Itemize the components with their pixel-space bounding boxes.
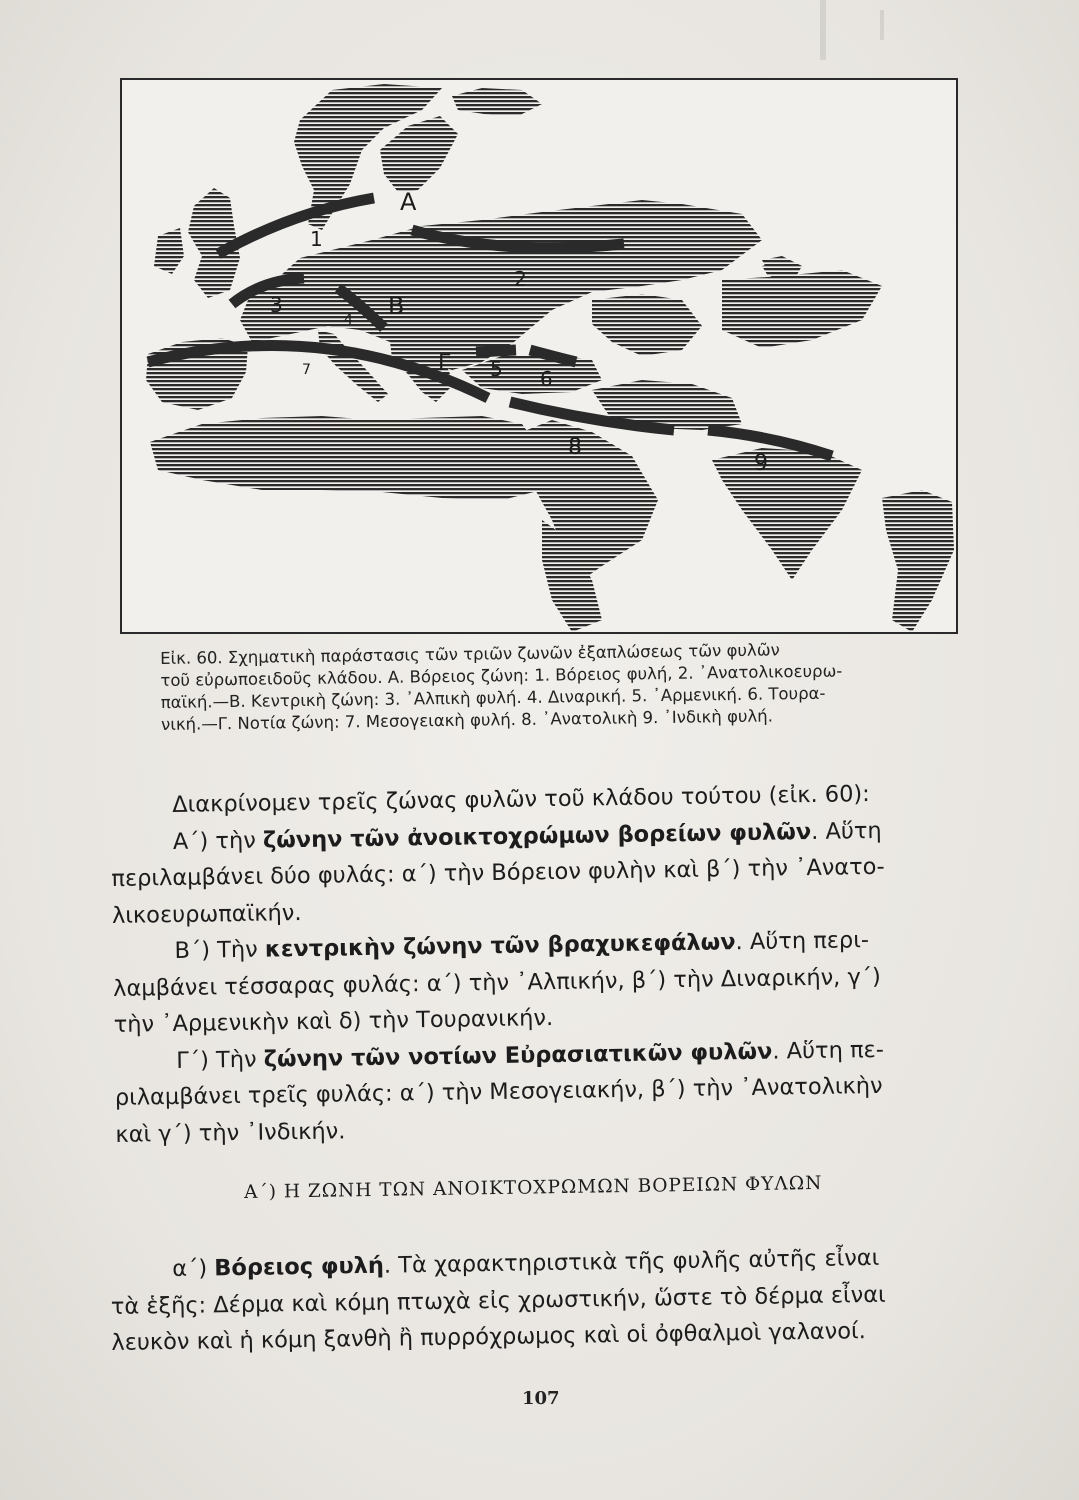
map-label-9: 9 bbox=[754, 451, 768, 476]
caption-line: Εἰκ. 60. Σχηματικὴ παράστασις τῶν τριῶν ζωνῶν ἐξαπλώσεως τῶν φυλῶν bbox=[160, 640, 780, 668]
zone-b-line2: λαμβάνει τέσσαρας φυλάς: α΄) τὴν ᾿Αλπικήν, β΄) τὴν Διναρικήν, γ΄) bbox=[112, 963, 882, 1002]
section-body bbox=[110, 1238, 982, 1361]
map-label-zone-a: Α bbox=[400, 188, 417, 216]
section-heading: Α΄) Η ΖΩΝΗ ΤΩΝ ΑΝΟΙΚΤΟΧΡΩΜΩΝ ΒΟΡΕΙΩΝ ΦΥΛΩΝ bbox=[244, 1172, 823, 1203]
zone-a-after: . Αὕτη bbox=[810, 817, 882, 845]
map-label-2: 2 bbox=[514, 267, 527, 291]
arctic-coast bbox=[452, 88, 542, 116]
zone-c-prefix: Γ΄) Τὴν bbox=[176, 1046, 264, 1074]
zone-a-line3: λικοευρωπαϊκήν. bbox=[111, 899, 302, 929]
zone-c-after: . Αὕτη πε- bbox=[772, 1036, 885, 1065]
zone-b-after: . Αὕτη περι- bbox=[735, 927, 870, 956]
finland bbox=[380, 116, 458, 192]
zone-b-prefix: Β΄) Τὴν bbox=[174, 936, 266, 965]
central-asia bbox=[722, 270, 882, 348]
map-label-3: 3 bbox=[270, 293, 283, 317]
zone-a-prefix: Α΄) τὴν bbox=[172, 827, 264, 855]
italy bbox=[318, 330, 388, 402]
section-line3: λευκὸν καὶ ἡ κόμη ξανθὴ ἢ πυρρόχρωμος καὶ οἱ ὀφθαλμοὶ γαλανοί. bbox=[111, 1318, 866, 1356]
scan-smudge bbox=[880, 10, 884, 40]
caption-line: νική.—Γ. Νοτία ζώνη: 7. Μεσογειακὴ φυλή. 8. ᾿Ανατολικὴ 9. ᾿Ινδικὴ φυλή. bbox=[160, 706, 774, 734]
ireland bbox=[154, 228, 184, 274]
map-label-6: 6 bbox=[540, 367, 553, 391]
scan-smudge bbox=[820, 0, 826, 60]
section-after: . Τὰ χαρακτηριστικὰ τῆς φυλῆς αὐτῆς εἶναι bbox=[383, 1244, 880, 1279]
caspian-region bbox=[592, 294, 702, 356]
page-number: 107 bbox=[522, 1388, 560, 1409]
zone-c-line2: ριλαμβάνει τρεῖς φυλάς: α΄) τὴν Μεσογειακήν, β΄) τὴν ᾿Ανατολικὴν bbox=[114, 1072, 883, 1111]
section-title: Βόρειος φυλή bbox=[214, 1252, 385, 1282]
map-label-7: 7 bbox=[302, 362, 311, 378]
north-africa bbox=[150, 416, 542, 500]
caption-line: παϊκή.—Β. Κεντρικὴ ζώνη: 3. ᾿Αλπικὴ φυλή. 4. Διναρική. 5. ᾿Αρμενική. 6. Τουρα- bbox=[160, 683, 826, 712]
figure-caption bbox=[160, 637, 961, 736]
zone-band-5 bbox=[476, 350, 516, 352]
intro-paragraph: Διακρίνομεν τρεῖς ζώνας φυλῶν τοῦ κλάδου τούτου (εἰκ. 60): bbox=[172, 781, 870, 819]
caption-line: τοῦ εὐρωποειδοῦς κλάδου. Α. Βόρειος ζώνη: 1. Βόρειος φυλή, 2. ᾿Ανατολικοευρω- bbox=[160, 661, 843, 690]
zone-a-title: ζώνην τῶν ἀνοικτοχρώμων βορείων φυλῶν bbox=[262, 818, 812, 854]
body-text bbox=[110, 774, 986, 1153]
section-line2: τὰ ἑξῆς: Δέρμα καὶ κόμη πτωχὰ εἰς χρωστικήν, ὥστε τὸ δέρμα εἶναι bbox=[110, 1281, 886, 1320]
map-label-zone-b: Β bbox=[388, 292, 405, 320]
zones-map bbox=[122, 80, 956, 632]
map-figure bbox=[120, 78, 958, 634]
map-label-4: 4 bbox=[344, 312, 353, 328]
map-label-5: 5 bbox=[490, 357, 503, 381]
zone-c-line3: καὶ γ΄) τὴν ᾿Ινδικήν. bbox=[115, 1117, 346, 1148]
section-prefix: α΄) bbox=[172, 1255, 215, 1283]
southeast-asia bbox=[882, 490, 954, 632]
zone-c-title: ζώνην τῶν νοτίων Εὐρασιατικῶν φυλῶν bbox=[263, 1038, 773, 1073]
map-label-8: 8 bbox=[568, 435, 582, 460]
map-label-1: 1 bbox=[310, 227, 323, 251]
india bbox=[712, 448, 862, 580]
zone-b-title: κεντρικὴν ζώνην τῶν βραχυκεφάλων bbox=[264, 929, 736, 963]
map-label-zone-g: Γ bbox=[438, 351, 451, 376]
zone-a-line2: περιλαμβάνει δύο φυλάς: α΄) τὴν Βόρειον φυλὴν καὶ β΄) τὴν ᾿Ανατο- bbox=[111, 853, 885, 892]
zone-b-line3: τὴν ᾿Αρμενικὴν καὶ δ) τὴν Τουρανικήν. bbox=[113, 1005, 554, 1038]
